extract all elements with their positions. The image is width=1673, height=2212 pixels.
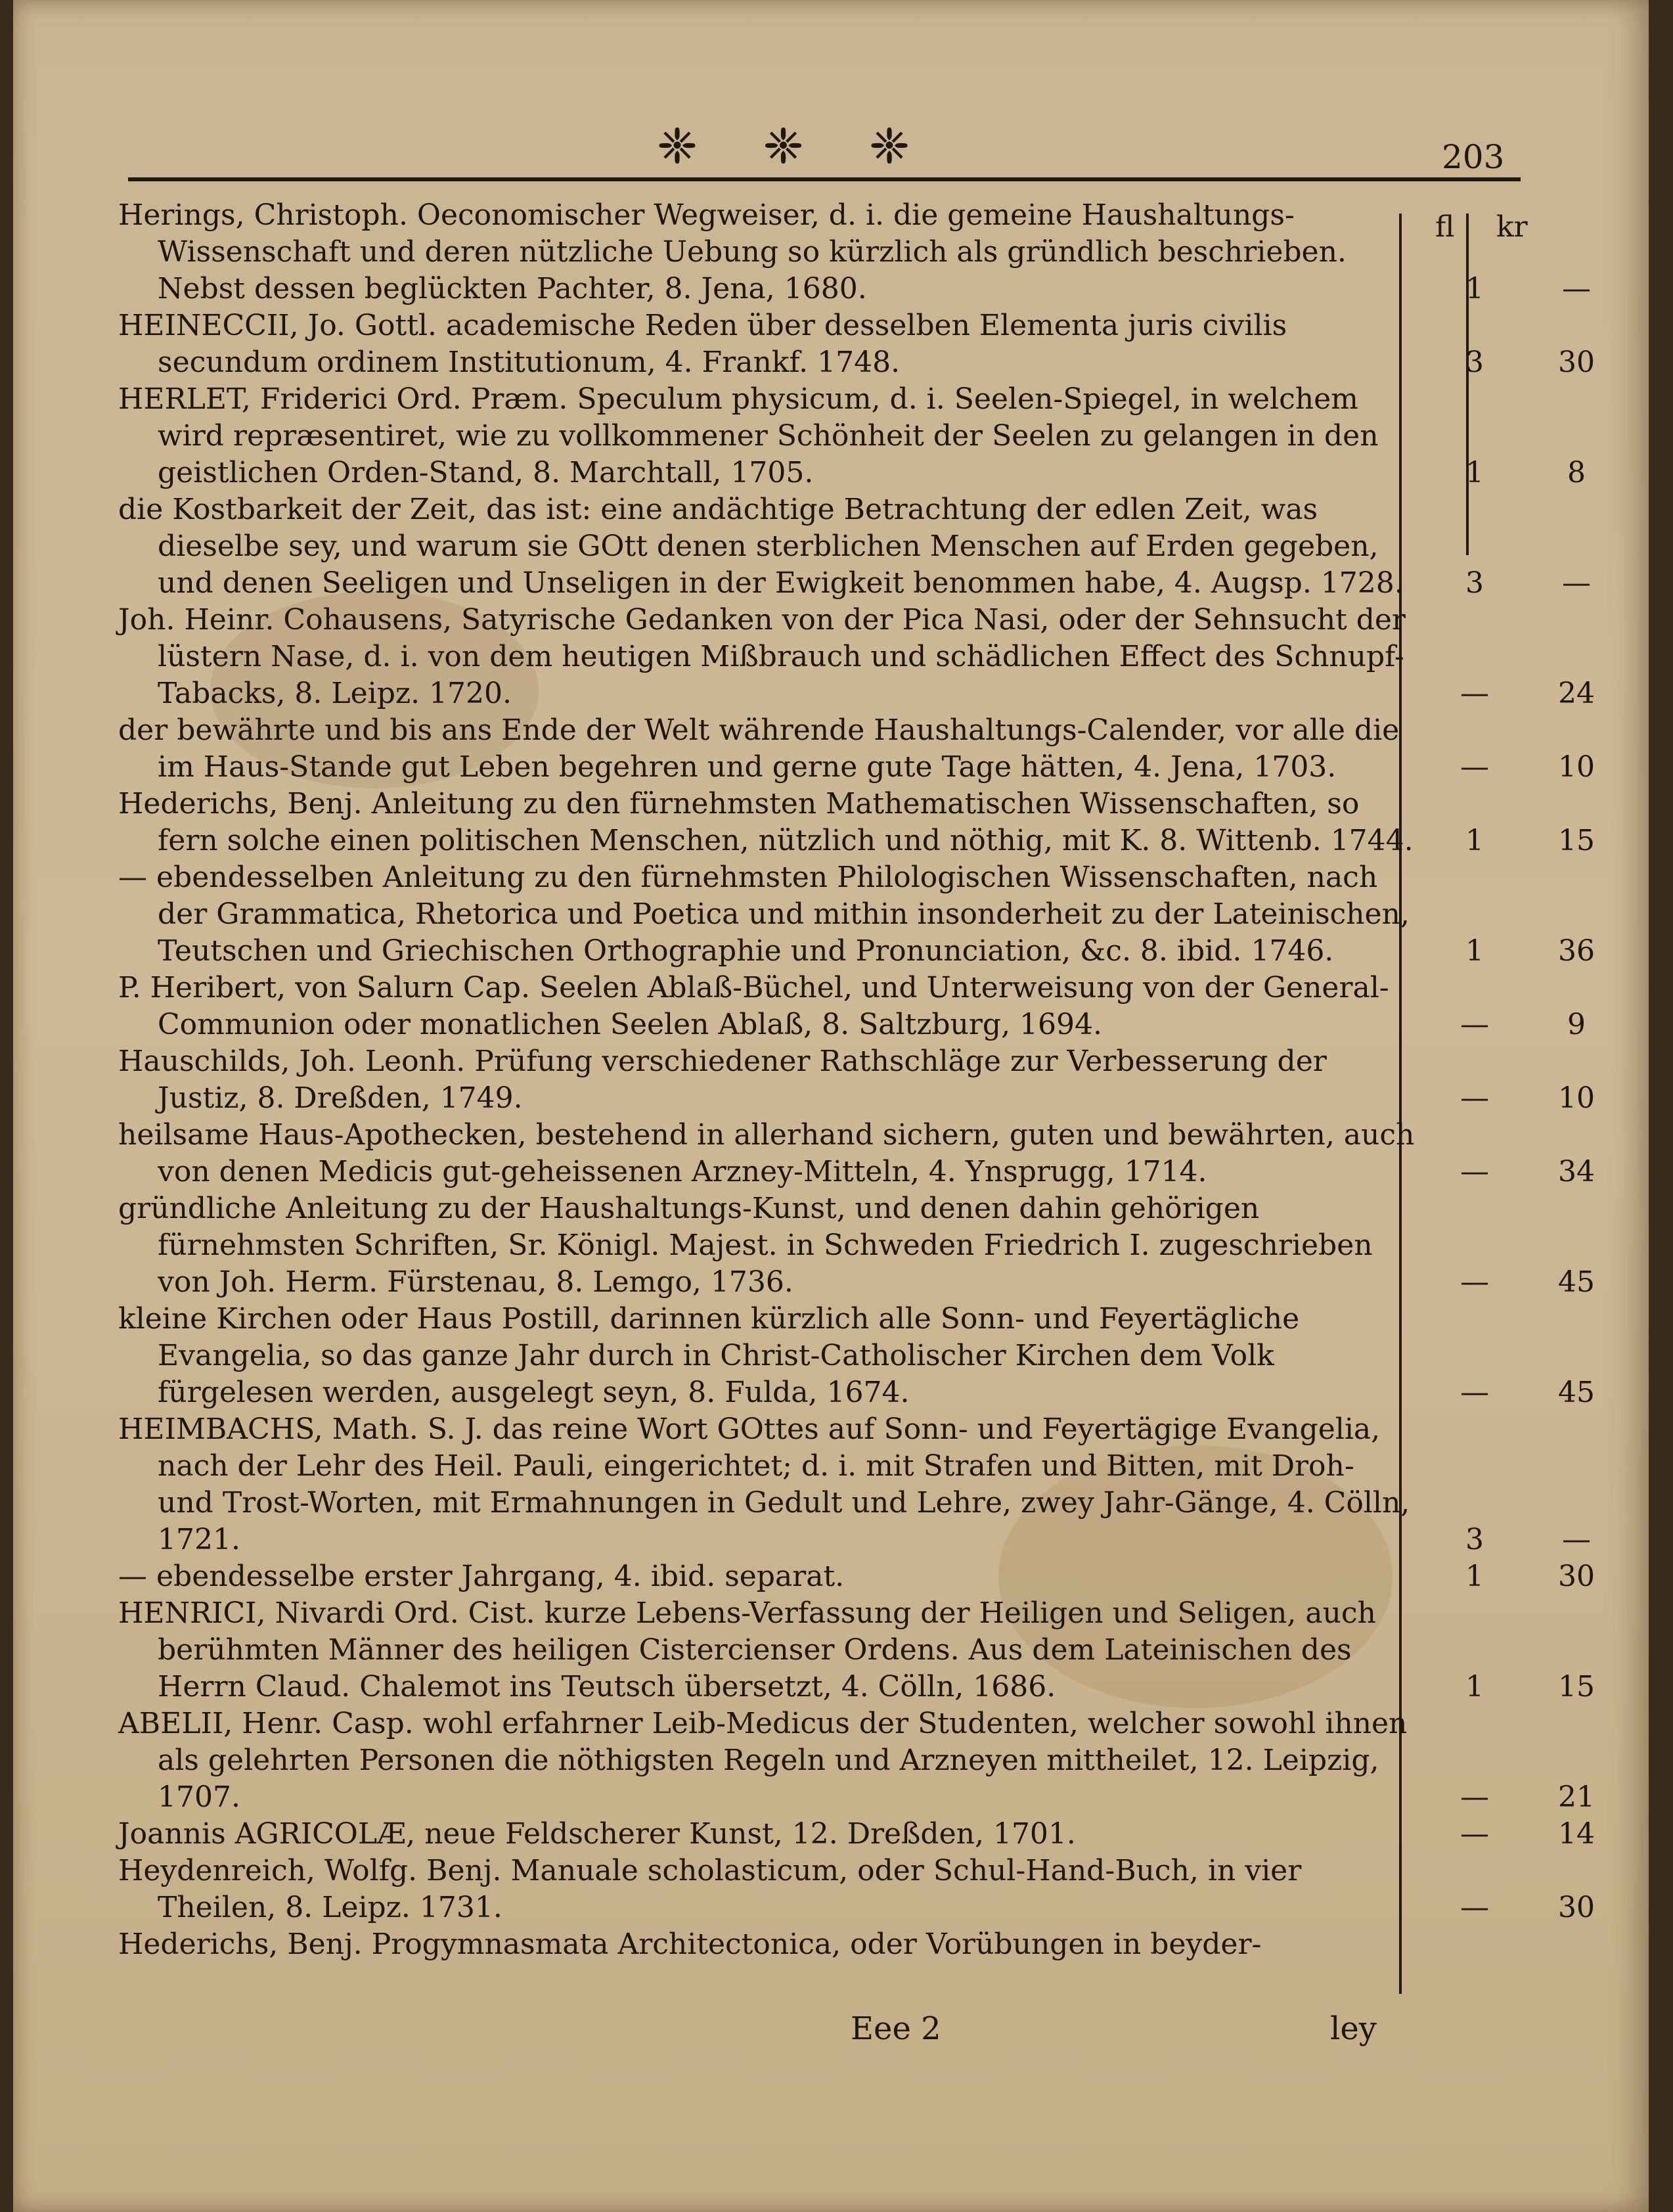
catchword: ley [1330,2010,1377,2047]
price-fl: — [1460,1817,1489,1851]
price-kr: — [1562,1523,1591,1556]
catalogue-entry [118,197,1655,307]
catalogue-entry [118,1705,1655,1816]
page-number: 203 [1442,138,1505,176]
price-fl: 1 [1465,456,1484,489]
price-fl: 3 [1465,346,1484,379]
price-fl: — [1460,750,1489,784]
entry-text: Herings, Christoph. Oeconomischer Wegweiser, d. i. die gemeine Haushaltungs-Wissenschaft und deren nützliche Uebung so kürzlich als gründlich beschrieben. Nebst dessen beglückten Pachter, 8. Jena, 1680. [118,198,1347,305]
price-kr: 21 [1558,1780,1595,1814]
entry-text: Joannis AGRICOLÆ, neue Feldscherer Kunst, 12. Dreßden, 1701. [118,1817,1076,1851]
price-kr: 24 [1558,677,1595,710]
header-ornament: ❈ ❈ ❈ [657,118,935,175]
catalogue-entries [118,197,1655,1963]
page-header [13,112,1649,184]
price-fl: — [1460,1265,1489,1299]
entry-text: gründliche Anleitung zu der Haushaltungs-Kunst, und denen dahin gehörigen fürnehmsten Schriften, Sr. Königl. Majest. in Schweden Friedrich I. zugeschrieben von Joh. Herm. Fürstenau, 8. Lemgo, 1736. [118,1192,1373,1299]
entry-text: HERLET, Friderici Ord. Præm. Speculum physicum, d. i. Seelen-Spiegel, in welchem wird repræsentiret, wie zu vollkommener Schönheit der Seelen zu gelangen in den geistlichen Orden-Stand, 8. Marchtall, 1705. [118,382,1379,489]
price-fl: — [1460,1780,1489,1814]
entry-text: ABELII, Henr. Casp. wohl erfahrner Leib-Medicus der Studenten, welcher sowohl ihnen als gelehrten Personen die nöthigsten Regeln und Arzneyen mittheilet, 12. Leipzig, 1707. [118,1707,1408,1814]
price-kr: 14 [1558,1817,1595,1851]
price-fl: 1 [1465,272,1484,305]
price-kr: — [1562,272,1591,305]
price-fl: — [1460,1008,1489,1041]
catalogue-entry [118,859,1655,970]
catalogue-entry [118,1816,1655,1853]
catalogue-entry [118,712,1655,786]
entry-text: Heydenreich, Wolfg. Benj. Manuale scholasticum, oder Schul-Hand-Buch, in vier Theilen, 8. Leipz. 1731. [118,1854,1302,1924]
price-fl: 1 [1465,1560,1484,1593]
price-kr: 10 [1558,750,1595,784]
catalogue-entry [118,307,1655,381]
price-kr: 30 [1558,1891,1595,1924]
price-kr: 36 [1558,934,1595,968]
catalogue-entry [118,602,1655,712]
price-fl: 3 [1465,566,1484,600]
entry-text: kleine Kirchen oder Haus Postill, darinnen kürzlich alle Sonn- und Feyertägliche Evangelia, so das ganze Jahr durch in Christ-Catholischer Kirchen dem Volk fürgelesen werden, ausgelegt seyn, 8. Fulda, 1674. [118,1302,1300,1409]
price-fl: — [1460,1081,1489,1115]
book-page [13,0,1649,2212]
entry-text: P. Heribert, von Salurn Cap. Seelen Ablaß-Büchel, und Unterweisung von der General-Communion oder monatlichen Seelen Ablaß, 8. Saltzburg, 1694. [118,971,1389,1041]
price-kr: 15 [1558,1670,1595,1704]
price-kr: 10 [1558,1081,1595,1115]
signature-mark: Eee 2 [851,2010,941,2047]
entry-text: die Kostbarkeit der Zeit, das ist: eine andächtige Betrachtung der edlen Zeit, was dieselbe sey, und warum sie GOtt denen sterblichen Menschen auf Erden gegeben, und denen Seeligen und Unseligen in der Ewigkeit benommen habe, 4. Augsp. 1728. [118,493,1404,600]
price-fl: — [1460,1155,1489,1188]
entry-text: Hauschilds, Joh. Leonh. Prüfung verschiedener Rathschläge zur Verbesserung der Justiz, 8. Dreßden, 1749. [118,1045,1327,1115]
catalogue-entry [118,1853,1655,1926]
entry-text: Hederichs, Benj. Anleitung zu den fürnehmsten Mathematischen Wissenschaften, so fern solche einen politischen Menschen, nützlich und nöthig, mit K. 8. Wittenb. 1744. [118,787,1414,857]
catalogue-entry [118,1595,1655,1705]
entry-text: der bewährte und bis ans Ende der Welt währende Haushaltungs-Calender, vor alle die im Haus-Stande gut Leben begehren und gerne gute Tage hätten, 4. Jena, 1703. [118,713,1400,784]
price-fl: — [1460,1376,1489,1409]
price-fl: — [1460,677,1489,710]
price-kr: 9 [1567,1008,1586,1041]
column-header-fl: fl [1435,210,1455,244]
catalogue-entry [118,1411,1655,1558]
entry-text: — ebendesselbe erster Jahrgang, 4. ibid. separat. [118,1560,845,1593]
catalogue-entry [118,1301,1655,1411]
entry-text: — ebendesselben Anleitung zu den fürnehmsten Philologischen Wissenschaften, nach der Grammatica, Rhetorica und Poetica und mithin insonderheit zu der Lateinischen, Teutschen und Griechischen Orthographie und Pronunciation, &c. 8. ibid. 1746. [118,861,1410,968]
entry-text: HEINECCII, Jo. Gottl. academische Reden über desselben Elementa juris civilis secundum ordinem Institutionum, 4. Frankf. 1748. [118,309,1287,379]
price-kr: 15 [1558,824,1595,857]
catalogue-entry [118,1190,1655,1301]
header-rule [128,177,1521,181]
catalogue-entry [118,1043,1655,1117]
catalogue-entry [118,786,1655,859]
price-kr: 34 [1558,1155,1595,1188]
price-fl: 1 [1465,1670,1484,1704]
entry-text: heilsame Haus-Apothecken, bestehend in allerhand sichern, guten und bewährten, auch von denen Medicis gut-geheissenen Arzney-Mitteln, 4. Ynsprugg, 1714. [118,1118,1415,1188]
entry-text: HEIMBACHS, Math. S. J. das reine Wort GOttes auf Sonn- und Feyertägige Evangelia, nach der Lehr des Heil. Pauli, eingerichtet; d. i. mit Strafen und Bitten, mit Droh- und Trost-Worten, mit Ermahnungen in Gedult und Lehre, zwey Jahr-Gänge, 4. Cölln, 1721. [118,1412,1410,1556]
entry-text: Hederichs, Benj. Progymnasmata Architectonica, oder Vorübungen in beyder- [118,1928,1262,1961]
column-header-kr: kr [1496,210,1528,244]
price-fl: — [1460,1891,1489,1924]
catalogue-entry [118,1558,1655,1595]
price-fl: 1 [1465,824,1484,857]
price-fl: 3 [1465,1523,1484,1556]
catalogue-entry [118,970,1655,1043]
catalogue-entry [118,1926,1655,1963]
price-kr: — [1562,566,1591,600]
price-kr: 30 [1558,1560,1595,1593]
entry-text: Joh. Heinr. Cohausens, Satyrische Gedanken von der Pica Nasi, oder der Sehnsucht der lüstern Nase, d. i. von dem heutigen Mißbrauch und schädlichen Effect des Schnupf-Tabacks, 8. Leipz. 1720. [118,603,1406,710]
catalogue-entry [118,381,1655,491]
price-kr: 8 [1567,456,1586,489]
price-kr: 45 [1558,1265,1595,1299]
price-kr: 30 [1558,346,1595,379]
entry-text: HENRICI, Nivardi Ord. Cist. kurze Lebens-Verfassung der Heiligen und Seligen, auch berühmten Männer des heiligen Cistercienser Ordens. Aus dem Lateinischen des Herrn Claud. Chalemot ins Teutsch übersetzt, 4. Cölln, 1686. [118,1596,1376,1704]
price-fl: 1 [1465,934,1484,968]
catalogue-entry [118,1117,1655,1190]
catalogue-entry [118,491,1655,602]
price-kr: 45 [1558,1376,1595,1409]
